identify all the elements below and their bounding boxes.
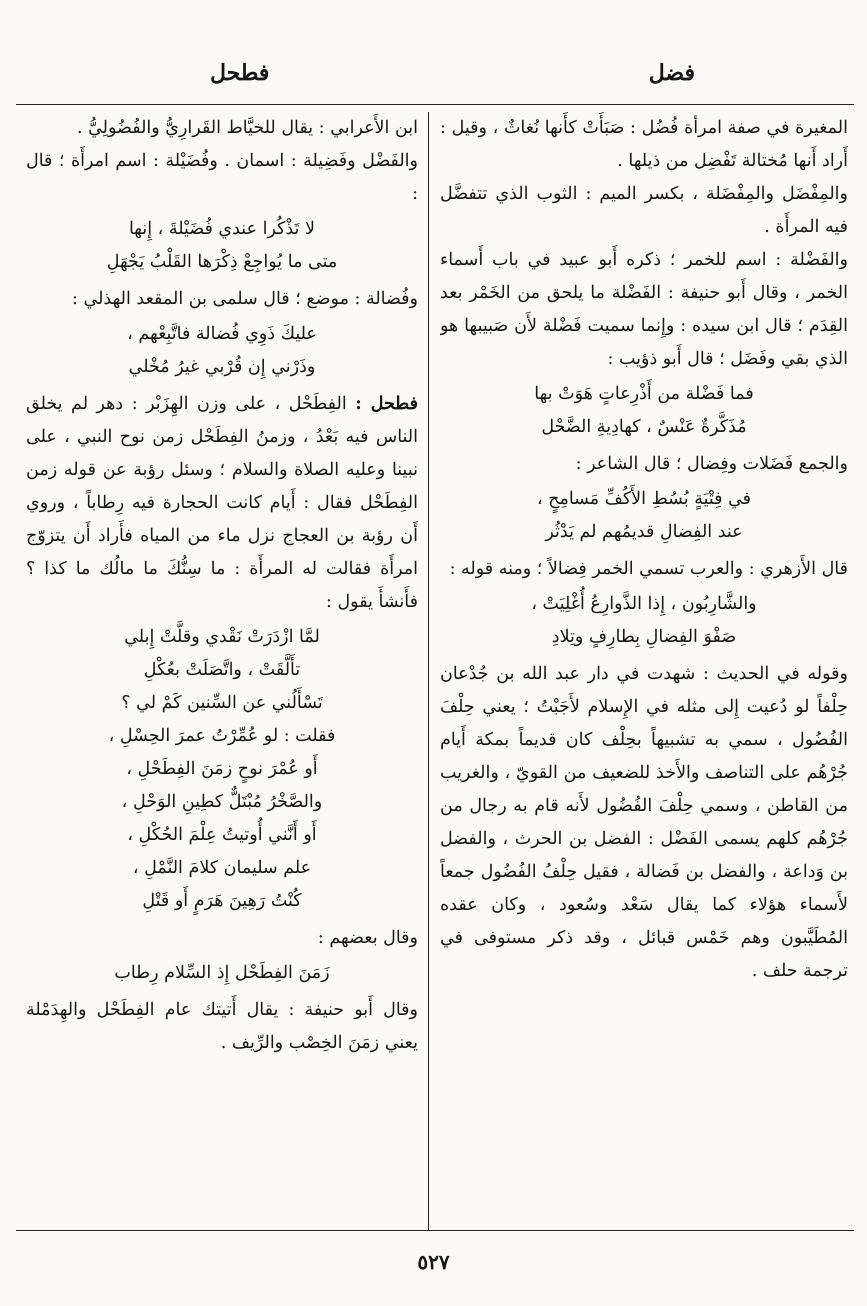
paragraph: والفَضْل وفَضِيلة : اسمان . وفُضَيْلة : اسم امرأَة ؛ قال : xyxy=(26,151,418,204)
poem-verse xyxy=(440,588,848,654)
verse-line: لا تَذْكُرا عندي فُضَيْلةَ ، إِنها xyxy=(128,219,316,239)
verse-line: صَفْوَ الفِضالِ بِطارِفٍ وتِلادِ xyxy=(551,627,737,647)
paragraph: والجمع فَضَلات وفِضال ؛ قال الشاعر : xyxy=(575,454,848,474)
verse-line: علم سليمان كلامَ النَّمْلِ ، xyxy=(132,858,312,878)
poem-verse xyxy=(26,621,418,918)
paragraph: والفَضْلة : اسم للخمر ؛ ذكره أَبو عبيد في باب أَسماء الخمر ، وقال أَبو حنيفة : الفَضْلة ما يلحق من الخَمْر بعد القِدَم ؛ قال ابن سيده : وإِنما سميت فَضْلة لأَن صَبيبها هو الذي بقي وفَضَل ؛ قال أَبو ذؤيب : xyxy=(440,250,848,369)
verse-line: لمَّا ازْدَرَتْ نَقْدي وقلَّتْ إِبلي xyxy=(124,627,320,647)
paragraph: والمِفْضَل والمِفْضَلة ، بكسر الميم : الثوب الذي تتفضَّل فيه المرأَة . xyxy=(440,184,848,237)
verse-line: فقلت : لو عُمِّرْتُ عمرَ الحِسْلِ ، xyxy=(108,726,336,746)
paragraph: وقال بعضهم : xyxy=(317,928,418,948)
entry-headword: فطحل : xyxy=(355,394,418,414)
verse-line: فما فَضْلة من أَذْرِعاتٍ هَوَتْ بها xyxy=(534,384,754,404)
paragraph: قال الأَزهري : والعرب تسمي الخمر فِضالاً ؛ ومنه قوله : xyxy=(449,559,848,579)
verse-line: متى ما يُواجِعْ ذِكْرَها القَلْبُ يَجْهَلِ xyxy=(106,252,338,272)
page-number: ٥٢٧ xyxy=(417,1250,450,1274)
verse-line: عليكَ ذَوِي فُضالة فاتَّبِعْهم ، xyxy=(127,324,317,344)
verse-line: والشَّارِبُون ، إِذا الذَّوارِعُ أُغْلِيَتْ ، xyxy=(531,594,757,614)
right-column xyxy=(440,112,848,1224)
bottom-rule xyxy=(16,1230,854,1231)
verse-line: عند الفِضالِ قديمُهم لم يَدْثُر xyxy=(545,522,743,542)
paragraph: المغيرة في صفة امرأة فُضُل : صَبَأَتْ كأَنها نُغاثٌ ، وقيل : أَراد أَنها مُختالة تَفْضِل من ذيلها . xyxy=(440,118,848,171)
verse-line: زَمَنَ الفِطَحْل إِذ السِّلام رِطاب xyxy=(114,963,330,983)
verse-line: تأَلَّقَتْ ، واتَّصَلَتْ بعُكْلِ xyxy=(143,660,301,680)
verse-line: أَو أَنَّني أُوتيتُ عِلْمَ الحُكْلِ ، xyxy=(127,825,317,845)
verse-line: في فِتْيَةٍ بُسُطِ الأَكُفِّ مَسامِحٍ ، xyxy=(536,489,752,509)
header-word-left: فطحل xyxy=(210,60,270,86)
verse-line: أَو عُمْرَ نوحٍ زمَنَ الفِطَحْلِ ، xyxy=(126,759,318,779)
poem-verse xyxy=(26,318,418,384)
verse-line: وذَرْني إِن قُرْبي غيرُ مُخْلي xyxy=(128,357,316,377)
verse-line: كُنْتُ رَهِينَ هَرَمٍ أَو قَتْلِ xyxy=(142,891,302,911)
paragraph: وقال أَبو حنيفة : يقال أَتيتك عام الفِطَحْل والهِدَمْلة يعني زمَنَ الخِصْب والرِّيف . xyxy=(26,1000,418,1053)
entry-text: الفِطَحْل ، على وزن الهِزَبْر : دهر لم يخلق الناس فيه بَعْدُ ، وزمنُ الفِطَحْل زمن نوح النبي ، على نبينا وعليه الصلاة والسلام ؛ وسئل رؤبة عن قوله زمن الفِطَحْل فقال : أَيام كانت الحجارة فيه رِطاباً ، وروي أَن رؤبة بن العجاج نزل ماء من المياه فأَراد أَن يتزوّج امرأَة فقالت له المرأَة : ما سِنُّكَ ما مالُك ما كذا ؟ فأَنشأَ يقول : xyxy=(26,394,418,612)
poem-verse xyxy=(440,483,848,549)
poem-verse xyxy=(440,378,848,444)
paragraph: وقوله في الحديث : شهدت في دار عبد الله بن جُدْعان حِلْفاً لو دُعيت إِلى مثله في الإِسلام لأَجَبْتُ ؛ يعني حِلْفَ الفُضُول ، سمي به تشبيهاً بحِلْف كان قديماً بمكة أَيام جُرْهُم على التناصف والأَخذ للضعيف من القويّ ، والغريب من القاطن ، وسمي حِلْفَ الفُضُول لأَنه قام به رجال من جُرْهُم كلهم يسمى الفَضْل : الفضل بن الحرث ، والفضل بن وَداعة ، والفضل بن فَضالة ، فقيل حِلْفُ الفُضُول جمعاً لأَسماء هؤلاء كما يقال سَعْد وسُعود ، وكان عقده المُطَيَّبون وهم خَمْس قبائل ، وقد ذكر مستوفى في ترجمة حلف . xyxy=(440,664,848,981)
poem-verse xyxy=(26,213,418,279)
left-column xyxy=(26,112,418,1224)
verse-line: والصَّخْرُ مُبْتَلٌّ كطِينِ الوَحْلِ ، xyxy=(121,792,323,812)
paragraph: وفُضالة : موضع ؛ قال سلمى بن المقعد الهذلي : xyxy=(72,289,418,309)
verse-line: تَسْأَلُني عن السِّنين كَمْ لي ؟ xyxy=(121,693,323,713)
entry-paragraph xyxy=(26,388,418,619)
top-rule xyxy=(16,104,854,105)
verse-line: مُذَكَّرةٌ عَنْسٌ ، كهادِيةِ الضَّحْل xyxy=(541,417,747,437)
poem-verse xyxy=(26,957,418,990)
paragraph: ابن الأَعرابي : يقال للخيَّاط القَرارِيُّ والفُضُولِيُّ . xyxy=(76,118,418,138)
column-divider xyxy=(428,112,429,1230)
header-word-right: فضل xyxy=(648,60,695,86)
